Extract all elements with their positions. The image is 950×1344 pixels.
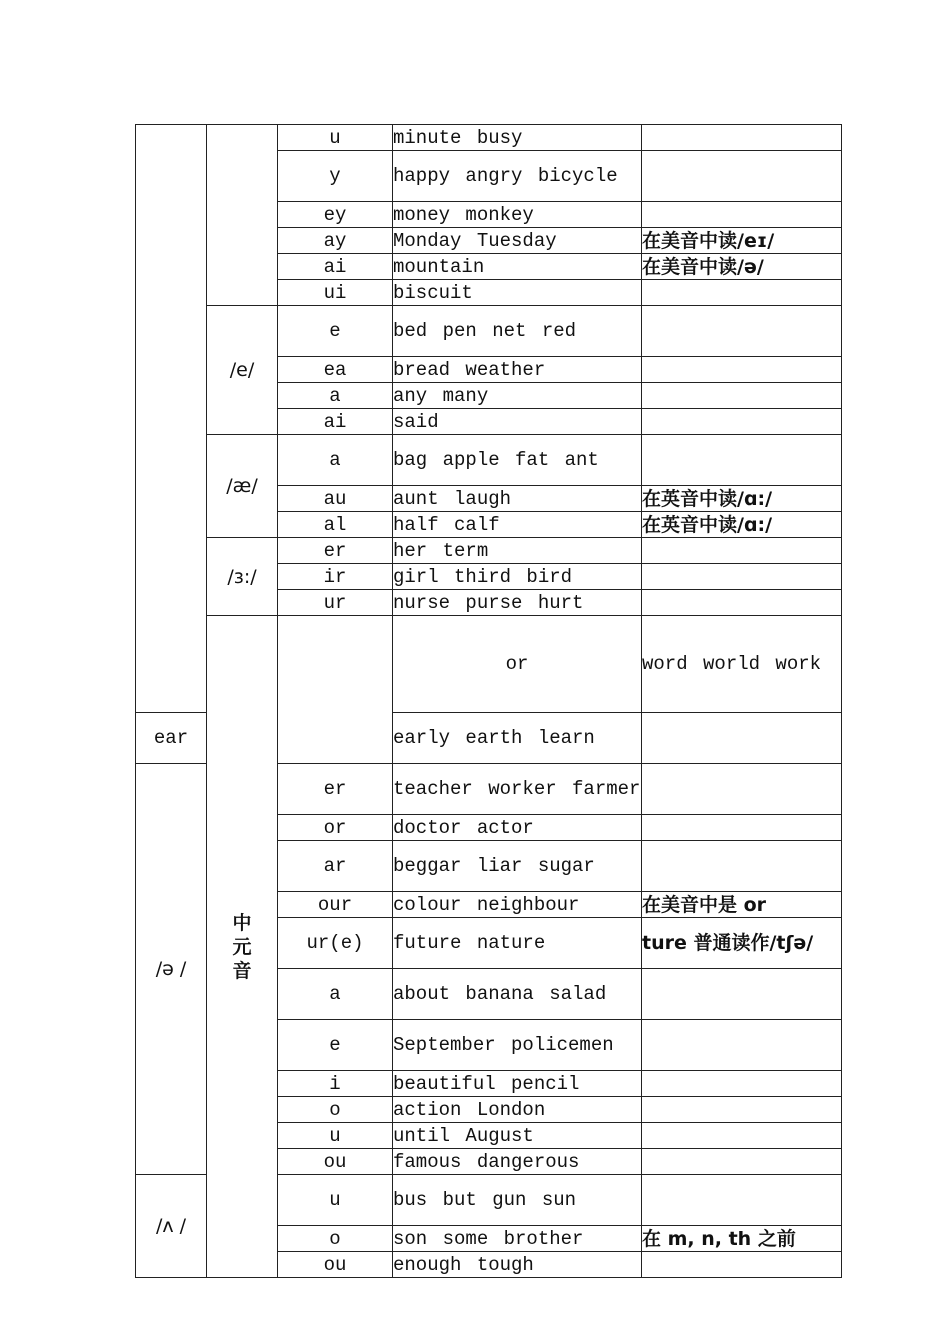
- note-cell: [642, 409, 842, 435]
- examples-cell: minute busy: [393, 125, 642, 151]
- letters-cell: ai: [278, 409, 393, 435]
- examples-cell: early earth learn: [393, 713, 642, 764]
- letters-cell: o: [278, 1097, 393, 1123]
- examples-cell: aunt laugh: [393, 486, 642, 512]
- examples-cell: biscuit: [393, 280, 642, 306]
- letters-cell: ir: [278, 564, 393, 590]
- letters-cell: u: [278, 1175, 393, 1226]
- note-cell: 在美音中是 or: [642, 892, 842, 918]
- examples-cell: son some brother: [393, 1226, 642, 1252]
- note-cell: [642, 357, 842, 383]
- phoneme-cell: [278, 616, 393, 764]
- examples-cell: doctor actor: [393, 815, 642, 841]
- examples-cell: colour neighbour: [393, 892, 642, 918]
- letters-cell: ar: [278, 841, 393, 892]
- letters-cell: y: [278, 151, 393, 202]
- letters-cell: er: [278, 764, 393, 815]
- note-cell: [642, 815, 842, 841]
- note-cell: [642, 280, 842, 306]
- note-cell: [642, 202, 842, 228]
- phoneme-cell: [207, 125, 278, 306]
- examples-cell: future nature: [393, 918, 642, 969]
- note-cell: [642, 590, 842, 616]
- letters-cell: u: [278, 1123, 393, 1149]
- category-cell: [136, 125, 207, 713]
- note-cell: [642, 383, 842, 409]
- letters-cell: ear: [136, 713, 207, 764]
- phoneme-cell: /æ/: [207, 435, 278, 538]
- note-cell: 在英音中读/ɑ:/: [642, 486, 842, 512]
- phoneme-cell: /e/: [207, 306, 278, 435]
- table-row: [136, 306, 842, 357]
- note-cell: [642, 1175, 842, 1226]
- examples-cell: bag apple fat ant: [393, 435, 642, 486]
- note-cell: [642, 969, 842, 1020]
- examples-cell: mountain: [393, 254, 642, 280]
- phonics-table: [135, 124, 842, 1278]
- letters-cell: ou: [278, 1252, 393, 1278]
- letters-cell: a: [278, 383, 393, 409]
- letters-cell: ai: [278, 254, 393, 280]
- letters-cell: e: [278, 306, 393, 357]
- phoneme-cell: /ɜ:/: [207, 538, 278, 616]
- examples-cell: about banana salad: [393, 969, 642, 1020]
- examples-cell: said: [393, 409, 642, 435]
- letters-cell: au: [278, 486, 393, 512]
- examples-cell: half calf: [393, 512, 642, 538]
- note-cell: 在 m, n, th 之前: [642, 1226, 842, 1252]
- note-cell: [642, 538, 842, 564]
- note-cell: ture 普通读作/tʃə/: [642, 918, 842, 969]
- letters-cell: ea: [278, 357, 393, 383]
- note-cell: [642, 125, 842, 151]
- letters-cell: or: [278, 815, 393, 841]
- note-cell: 在美音中读/ə/: [642, 254, 842, 280]
- phoneme-cell: /ə /: [136, 764, 207, 1175]
- examples-cell: Monday Tuesday: [393, 228, 642, 254]
- letters-cell: o: [278, 1226, 393, 1252]
- note-cell: [642, 764, 842, 815]
- note-cell: [642, 564, 842, 590]
- examples-cell: bread weather: [393, 357, 642, 383]
- category-cell: 中元音: [207, 616, 278, 1278]
- note-cell: [642, 435, 842, 486]
- letters-cell: ay: [278, 228, 393, 254]
- letters-cell: a: [278, 435, 393, 486]
- letters-cell: our: [278, 892, 393, 918]
- examples-cell: beautiful pencil: [393, 1071, 642, 1097]
- examples-cell: action London: [393, 1097, 642, 1123]
- note-cell: [642, 1123, 842, 1149]
- note-cell: [642, 1149, 842, 1175]
- letters-cell: ou: [278, 1149, 393, 1175]
- table-row: [136, 616, 842, 713]
- letters-cell: er: [278, 538, 393, 564]
- table-row: [136, 538, 842, 564]
- examples-cell: bus but gun sun: [393, 1175, 642, 1226]
- examples-cell: any many: [393, 383, 642, 409]
- examples-cell: nurse purse hurt: [393, 590, 642, 616]
- phoneme-cell: /ʌ /: [136, 1175, 207, 1278]
- letters-cell: e: [278, 1020, 393, 1071]
- letters-cell: ur: [278, 590, 393, 616]
- examples-cell: teacher worker farmer: [393, 764, 642, 815]
- letters-cell: ur(e): [278, 918, 393, 969]
- letters-cell: ui: [278, 280, 393, 306]
- examples-cell: girl third bird: [393, 564, 642, 590]
- examples-cell: until August: [393, 1123, 642, 1149]
- letters-cell: al: [278, 512, 393, 538]
- examples-cell: beggar liar sugar: [393, 841, 642, 892]
- table-row: [136, 435, 842, 486]
- note-cell: [642, 713, 842, 764]
- note-cell: [642, 841, 842, 892]
- note-cell: [642, 151, 842, 202]
- letters-cell: i: [278, 1071, 393, 1097]
- examples-cell: bed pen net red: [393, 306, 642, 357]
- examples-cell: word world work: [642, 616, 842, 713]
- examples-cell: her term: [393, 538, 642, 564]
- letters-cell: ey: [278, 202, 393, 228]
- note-cell: 在美音中读/eɪ/: [642, 228, 842, 254]
- examples-cell: money monkey: [393, 202, 642, 228]
- note-cell: [642, 1252, 842, 1278]
- table-row: [136, 125, 842, 151]
- letters-cell: a: [278, 969, 393, 1020]
- letters-cell: or: [393, 616, 642, 713]
- note-cell: [642, 1071, 842, 1097]
- letters-cell: u: [278, 125, 393, 151]
- examples-cell: famous dangerous: [393, 1149, 642, 1175]
- note-cell: [642, 1020, 842, 1071]
- examples-cell: September policemen: [393, 1020, 642, 1071]
- note-cell: [642, 1097, 842, 1123]
- note-cell: [642, 306, 842, 357]
- note-cell: 在英音中读/ɑ:/: [642, 512, 842, 538]
- examples-cell: enough tough: [393, 1252, 642, 1278]
- examples-cell: happy angry bicycle: [393, 151, 642, 202]
